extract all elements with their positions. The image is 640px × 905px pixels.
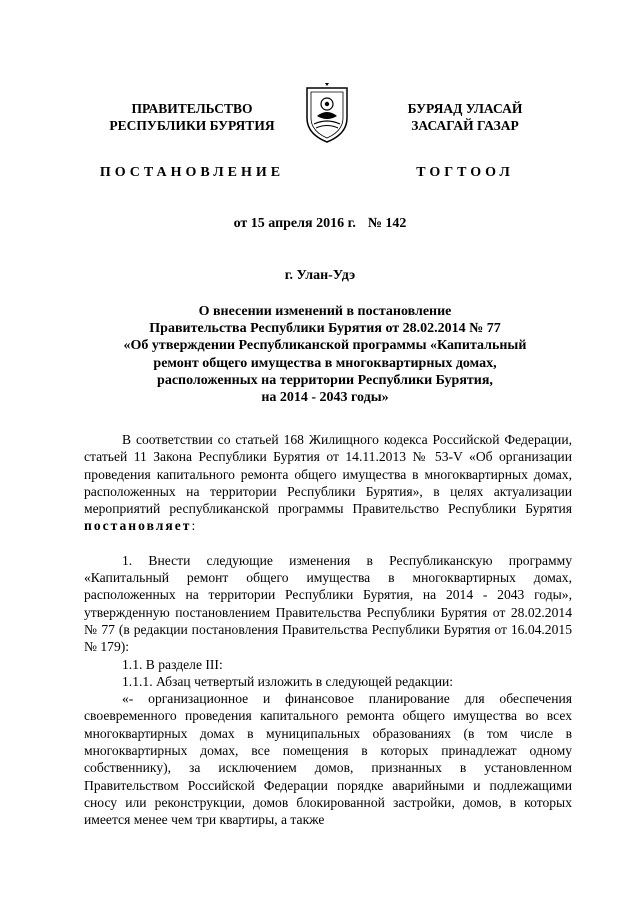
header-right-block	[380, 100, 550, 181]
title-line: расположенных на территории Республики Бурятия,	[157, 372, 493, 388]
decree-colon: :	[191, 518, 196, 534]
document-date: от 15 апреля 2016 г.	[233, 216, 356, 231]
header-right-doc-type: ТОГТООЛ	[416, 165, 514, 180]
quote-paragraph: «- организационное и финансовое планирование для обеспечения своевременного проведения капитального ремонта общего имущества во всех многоквартирных домах в муниципальных образованиях (в том числе в многоквартирных домах, все помещения в которых принадлежат одному собственнику), за исключением домов, признанных в установленном Правительством Российской Федерации порядке аварийными и подлежащими сносу или реконструкции, домов блокированной застройки, домов, в которых имеется менее чем три квартиры, а также	[84, 691, 572, 828]
document-number: № 142	[367, 216, 407, 231]
title-line: «Об утверждении Республиканской программы «Капитальный	[123, 338, 527, 354]
item-1-1-1-paragraph: 1.1.1. Абзац четвертый изложить в следующей редакции:	[122, 673, 454, 689]
document-title	[100, 303, 550, 406]
document-city: г. Улан-Удэ	[284, 268, 356, 283]
title-line: на 2014 - 2043 годы»	[261, 390, 389, 406]
preamble-text: В соответствии со статьей 168 Жилищного кодекса Российской Федерации, статьей 11 Закона Республики Бурятия от 14.11.2013 № 53-V «Об организации проведения капитального ремонта общего имущества в многоквартирных домах, расположенных на территории Республики Бурятия», в целях актуализации мероприятий республиканской программы Правительство Республики Бурятия	[84, 432, 572, 517]
header-left-line1: ПРАВИТЕЛЬСТВО	[131, 101, 253, 116]
header-left-line2: РЕСПУБЛИКИ БУРЯТИЯ	[109, 118, 275, 133]
preamble-paragraph	[84, 431, 572, 535]
title-line: О внесении изменений в постановление	[198, 304, 452, 319]
decree-word: постановляет	[84, 518, 192, 534]
item-1-1-paragraph: 1.1. В разделе III:	[122, 656, 223, 672]
title-line: ремонт общего имущества в многоквартирных домах,	[153, 355, 497, 371]
buryatia-coat-of-arms-icon	[301, 82, 353, 146]
title-line: Правительства Республики Бурятия от 28.02.2014 № 77	[149, 321, 501, 337]
header-left-block	[92, 100, 292, 181]
document-date-line	[0, 216, 640, 232]
header-left-doc-type: ПОСТАНОВЛЕНИЕ	[99, 165, 285, 180]
header-right-line2: ЗАСАГАЙ ГАЗАР	[411, 118, 519, 133]
item-1-paragraph: 1. Внести следующие изменения в Республиканскую программу «Капитальный ремонт общего имущества в многоквартирных домах, расположенных на территории Республики Бурятия, на 2014 - 2043 годы», утвержденную постановлением Правительства Республики Бурятия от 28.02.2014 № 77 (в редакции постановления Правительства Республики Бурятия от 16.04.2015 № 179):	[84, 552, 572, 655]
header-right-line1: БУРЯАД УЛАСАЙ	[407, 101, 523, 116]
document-body	[84, 431, 572, 829]
